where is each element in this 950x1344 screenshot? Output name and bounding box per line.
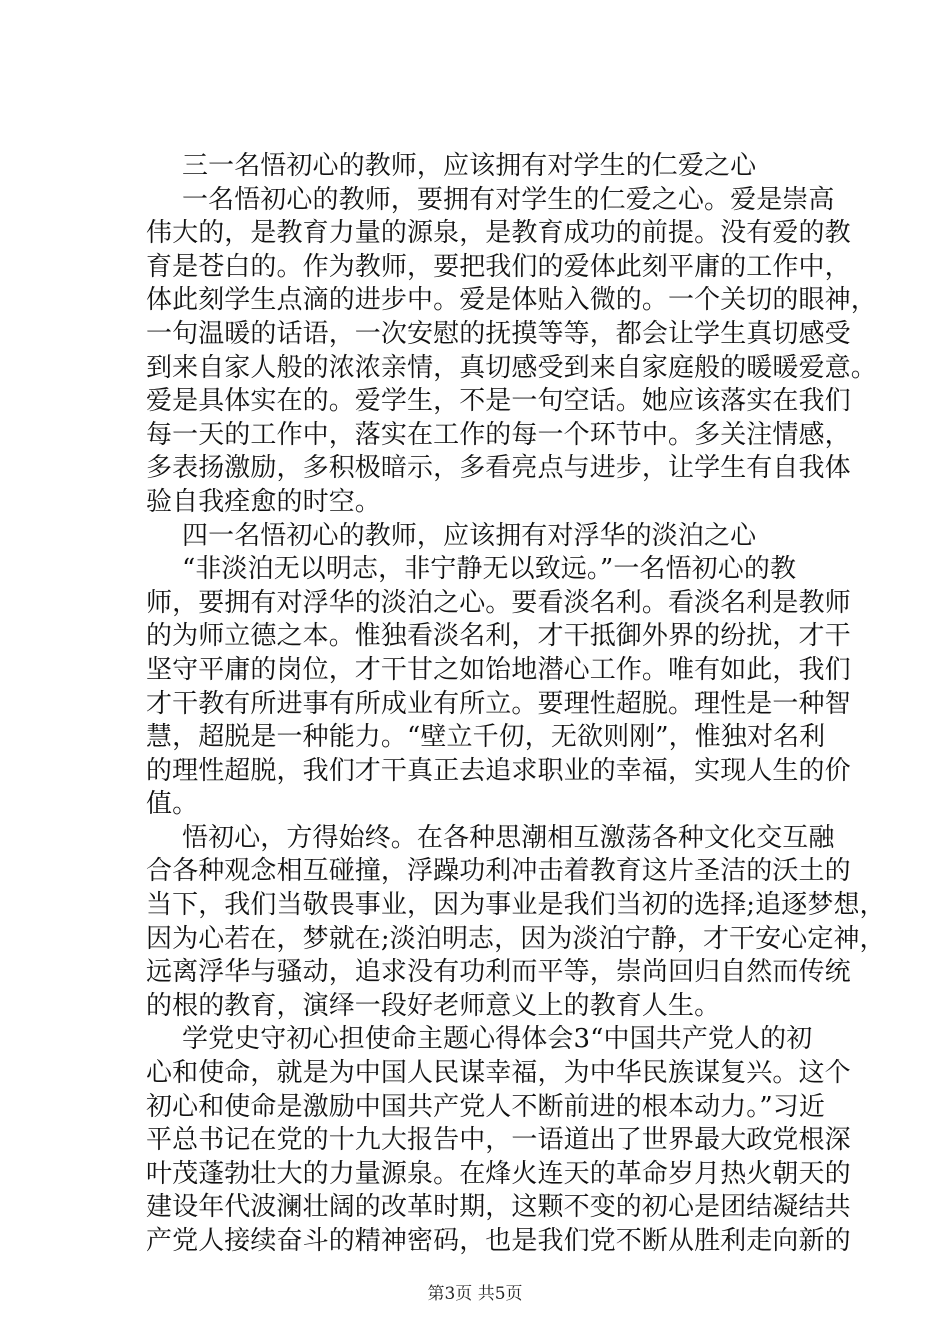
text-line: 到来自家人般的浓浓亲情，真切感受到来自家庭般的暖暖爱意。	[146, 352, 877, 383]
text-line: 合各种观念相互碰撞，浮躁功利冲击着教育这片圣洁的沃土的	[146, 856, 851, 887]
text-line: 初心和使命是激励中国共产党人不断前进的根本动力。”习近	[146, 1091, 825, 1122]
text-line: 坚守平庸的岗位，才干甘之如饴地潜心工作。唯有如此，我们	[146, 654, 851, 685]
text-line: 四一名悟初心的教师，应该拥有对浮华的淡泊之心	[182, 520, 757, 551]
text-line: 叶茂蓬勃壮大的力量源泉。在烽火连天的革命岁月热火朝天的	[146, 1158, 851, 1189]
text-line: 当下，我们当敬畏事业，因为事业是我们当初的选择;追逐梦想，	[146, 890, 886, 921]
text-line: 悟初心，方得始终。在各种思潮相互激荡各种文化交互融	[182, 822, 835, 853]
text-line: 多表扬激励，多积极暗示，多看亮点与进步，让学生有自我体	[146, 453, 851, 484]
text-line: 学党史守初心担使命主题心得体会3“中国共产党人的初	[182, 1024, 813, 1055]
text-line: 一句温暖的话语，一次安慰的抚摸等等，都会让学生真切感受	[146, 318, 851, 349]
text-line: 建设年代波澜壮阔的改革时期，这颗不变的初心是团结凝结共	[146, 1192, 851, 1223]
text-line: 三一名悟初心的教师，应该拥有对学生的仁爱之心	[182, 151, 757, 181]
text-line: 值。	[146, 789, 199, 820]
text-line: 验自我痊愈的时空。	[146, 486, 381, 517]
text-line: 因为心若在，梦就在;淡泊明志，因为淡泊宁静，才干安心定神，	[146, 923, 886, 954]
text-line: 的理性超脱，我们才干真正去追求职业的幸福，实现人生的价	[146, 755, 851, 786]
text-line: 的根的教育，演绎一段好老师意义上的教育人生。	[146, 990, 721, 1021]
text-line: 产党人接续奋斗的精神密码，也是我们党不断从胜利走向新的	[146, 1226, 851, 1256]
text-line: 心和使命，就是为中国人民谋幸福，为中华民族谋复兴。这个	[146, 1058, 851, 1089]
text-line: 体此刻学生点滴的进步中。爱是体贴入微的。一个关切的眼神，	[146, 285, 877, 316]
text-line: 育是苍白的。作为教师，要把我们的爱体此刻平庸的工作中，	[146, 251, 851, 282]
text-line: 爱是具体实在的。爱学生，不是一句空话。她应该落实在我们	[146, 386, 851, 417]
text-line: 每一天的工作中，落实在工作的每一个环节中。多关注情感，	[146, 419, 851, 450]
text-line: 慧，超脱是一种能力。“壁立千仞，无欲则刚”，惟独对名利	[146, 722, 826, 753]
document-body	[146, 150, 886, 1259]
text-line: 师，要拥有对浮华的淡泊之心。要看淡名利。看淡名利是教师	[146, 587, 851, 618]
text-line: 伟大的，是教育力量的源泉，是教育成功的前提。没有爱的教	[146, 218, 851, 249]
text-line: 一名悟初心的教师，要拥有对学生的仁爱之心。爱是崇高	[182, 184, 835, 215]
text-line: 远离浮华与骚动，追求没有功利而平等，崇尚回归自然而传统	[146, 957, 851, 988]
text-line: 平总书记在党的十九大报告中，一语道出了世界最大政党根深	[146, 1125, 851, 1156]
page-number-footer: 第3页 共5页	[427, 1284, 523, 1304]
text-line: 的为师立德之本。惟独看淡名利，才干抵御外界的纷扰，才干	[146, 621, 851, 652]
text-line: “非淡泊无以明志，非宁静无以致远。”一名悟初心的教	[182, 554, 797, 585]
text-line: 才干教有所进事有所成业有所立。要理性超脱。理性是一种智	[146, 688, 851, 719]
